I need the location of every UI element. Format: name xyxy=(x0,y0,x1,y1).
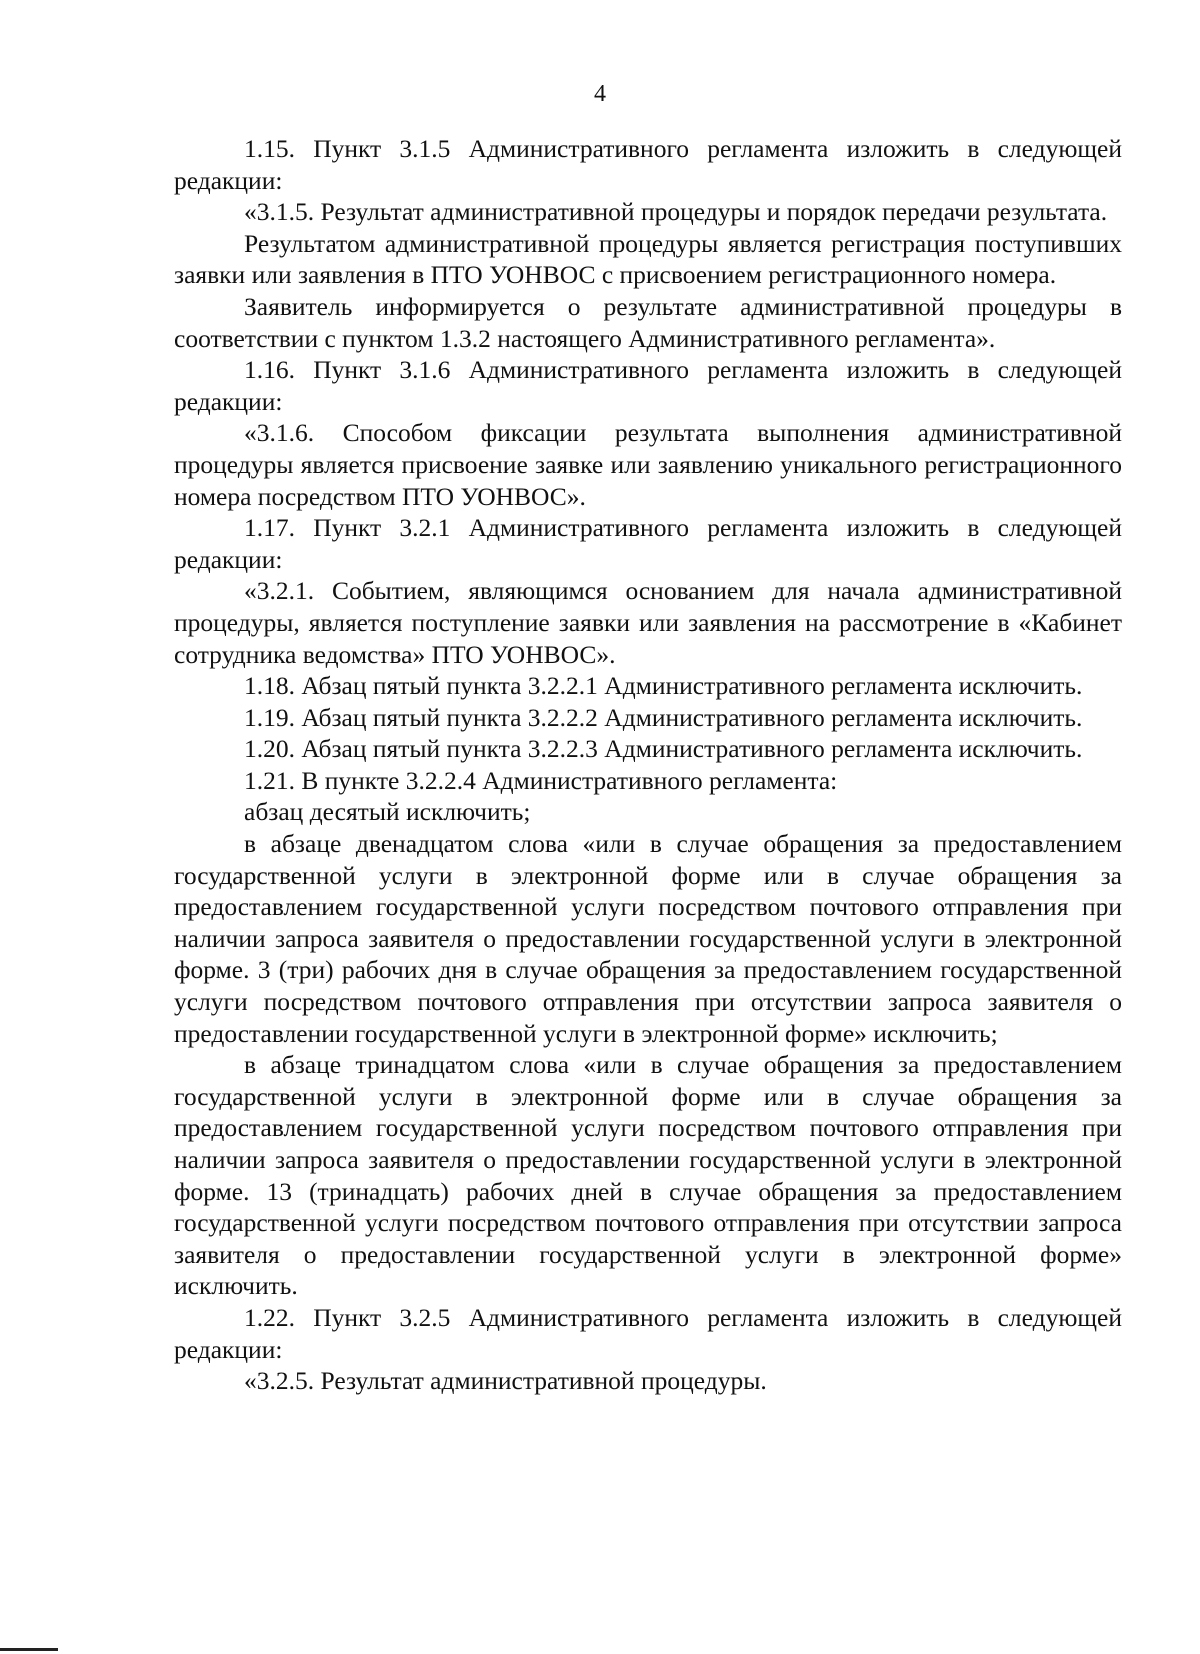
paragraph-applicant-informed: Заявитель информируется о результате административной процедуры в соответствии с пунктом 1.3.2 настоящего Административного регламента». xyxy=(174,291,1122,353)
paragraph-1-22: 1.22. Пункт 3.2.5 Административного регламента изложить в следующей редакции: xyxy=(174,1302,1122,1364)
paragraph-1-16: 1.16. Пункт 3.1.6 Административного регламента изложить в следующей редакции: xyxy=(174,355,1122,416)
paragraph-result-registration: Результатом административной процедуры является регистрация поступивших заявки или заявления в ПТО УОНВОС с присвоением регистрационного номера. xyxy=(174,228,1122,290)
paragraph-abzac-13: в абзаце тринадцатом слова «или в случае обращения за предоставлением государственной услуги в электронной форме или в случае обращения за предоставлением государственной услуги посредством почтового отправления при наличии запроса заявителя о предоставлении государственной услуги в электронной форме. 13 (тринадцать) рабочих дней в случае обращения за предоставлением государственной услуги посредством почтового отправления при отсутствии запроса заявителя о предоставлении государственной услуги в электронной форме» исключить. xyxy=(174,1050,1122,1301)
paragraph-1-18: 1.18. Абзац пятый пункта 3.2.2.1 Административного регламента исключить. xyxy=(244,671,1083,701)
paragraph-1-17: 1.17. Пункт 3.2.1 Административного регламента изложить в следующей редакции: xyxy=(174,513,1122,574)
paragraph-1-15: 1.15. Пункт 3.1.5 Административного регламента изложить в следующей редакции: xyxy=(174,134,1122,195)
paragraph-quote-3-2-1: «3.2.1. Событием, являющимся основанием для начала административной процедуры, является поступление заявки или заявления на рассмотрение в «Кабинет сотрудника ведомства» ПТО УОНВОС». xyxy=(174,576,1122,669)
paragraph-1-19: 1.19. Абзац пятый пункта 3.2.2.2 Административного регламента исключить. xyxy=(244,702,1083,732)
paragraph-1-21: 1.21. В пункте 3.2.2.4 Административного регламента: xyxy=(244,765,838,795)
document-body xyxy=(174,133,1122,1397)
paragraph-abzac-10: абзац десятый исключить; xyxy=(244,797,531,827)
paragraph-quote-3-1-5: «3.1.5. Результат административной процедуры и порядок передачи результата. xyxy=(244,197,1108,227)
paragraph-quote-3-1-6: «3.1.6. Способом фиксации результата выполнения административной процедуры является присвоение заявке или заявлению уникального регистрационного номера посредством ПТО УОНВОС». xyxy=(174,418,1122,511)
paragraph-quote-3-2-5: «3.2.5. Результат административной процедуры. xyxy=(244,1366,767,1396)
paragraph-abzac-12: в абзаце двенадцатом слова «или в случае обращения за предоставлением государственной услуги в электронной форме или в случае обращения за предоставлением государственной услуги посредством почтового отправления при наличии запроса заявителя о предоставлении государственной услуги в электронной форме. 3 (три) рабочих дня в случае обращения за предоставлением государственной услуги посредством почтового отправления при отсутствии запроса заявителя о предоставлении государственной услуги в электронной форме» исключить; xyxy=(174,829,1122,1048)
paragraph-1-20: 1.20. Абзац пятый пункта 3.2.2.3 Административного регламента исключить. xyxy=(244,734,1083,764)
scan-edge-mark xyxy=(0,1648,58,1651)
page-number: 4 xyxy=(594,81,606,107)
